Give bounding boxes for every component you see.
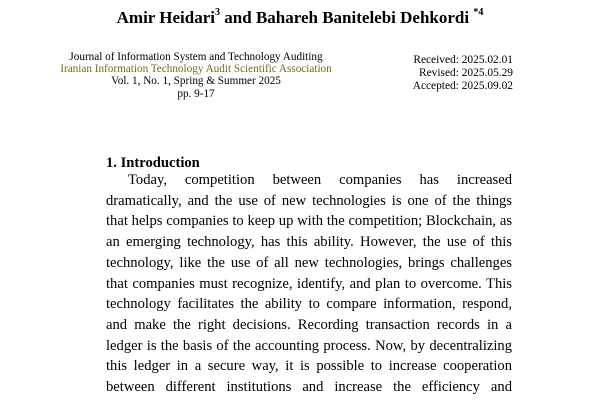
author-name: Bahareh Banitelebi Dehkordi — [255, 8, 474, 27]
journal-volume-issue: Vol. 1, No. 1, Spring & Summer 2025 — [111, 75, 281, 88]
author-conjunction: and — [220, 8, 256, 27]
introduction-paragraph: Today, competition between companies has increased dramatically, and the use of new technologies is one of the things that helps companies to keep up with the competition; Blockchain, as an emerging technology, has this ability. However, the use of this technology, like the use of all new technologies, brings challenges that companies must recognize, identify, and plan to overcome. This technology facilitates the ability to compare information, respond, and make the right decisions. Recording transaction records in a ledger is the basis of the accounting process. Now, by decentralizing this ledger in a secure way, it is possible to increase cooperation between different institutions and increase the efficiency and — [106, 172, 512, 396]
received-date: Received: 2025.02.01 — [413, 54, 513, 66]
corresponding-author-mark: *4 — [473, 7, 484, 19]
accepted-date: Accepted: 2025.09.02 — [412, 79, 513, 92]
author-affiliation-mark: 3 — [215, 7, 221, 19]
journal-organization: Iranian Information Technology Audit Scientific Association — [60, 63, 332, 76]
section-heading: 1. Introduction — [106, 155, 200, 171]
author-name: Amir Heidari — [116, 8, 216, 27]
revised-date: Revised: 2025.05.29 — [419, 66, 513, 79]
journal-pages: pp. 9-17 — [177, 87, 215, 100]
journal-name: Journal of Information System and Technology Auditing — [69, 51, 323, 63]
author-line — [0, 8, 600, 28]
article-dates — [413, 54, 513, 92]
journal-info — [60, 51, 332, 100]
